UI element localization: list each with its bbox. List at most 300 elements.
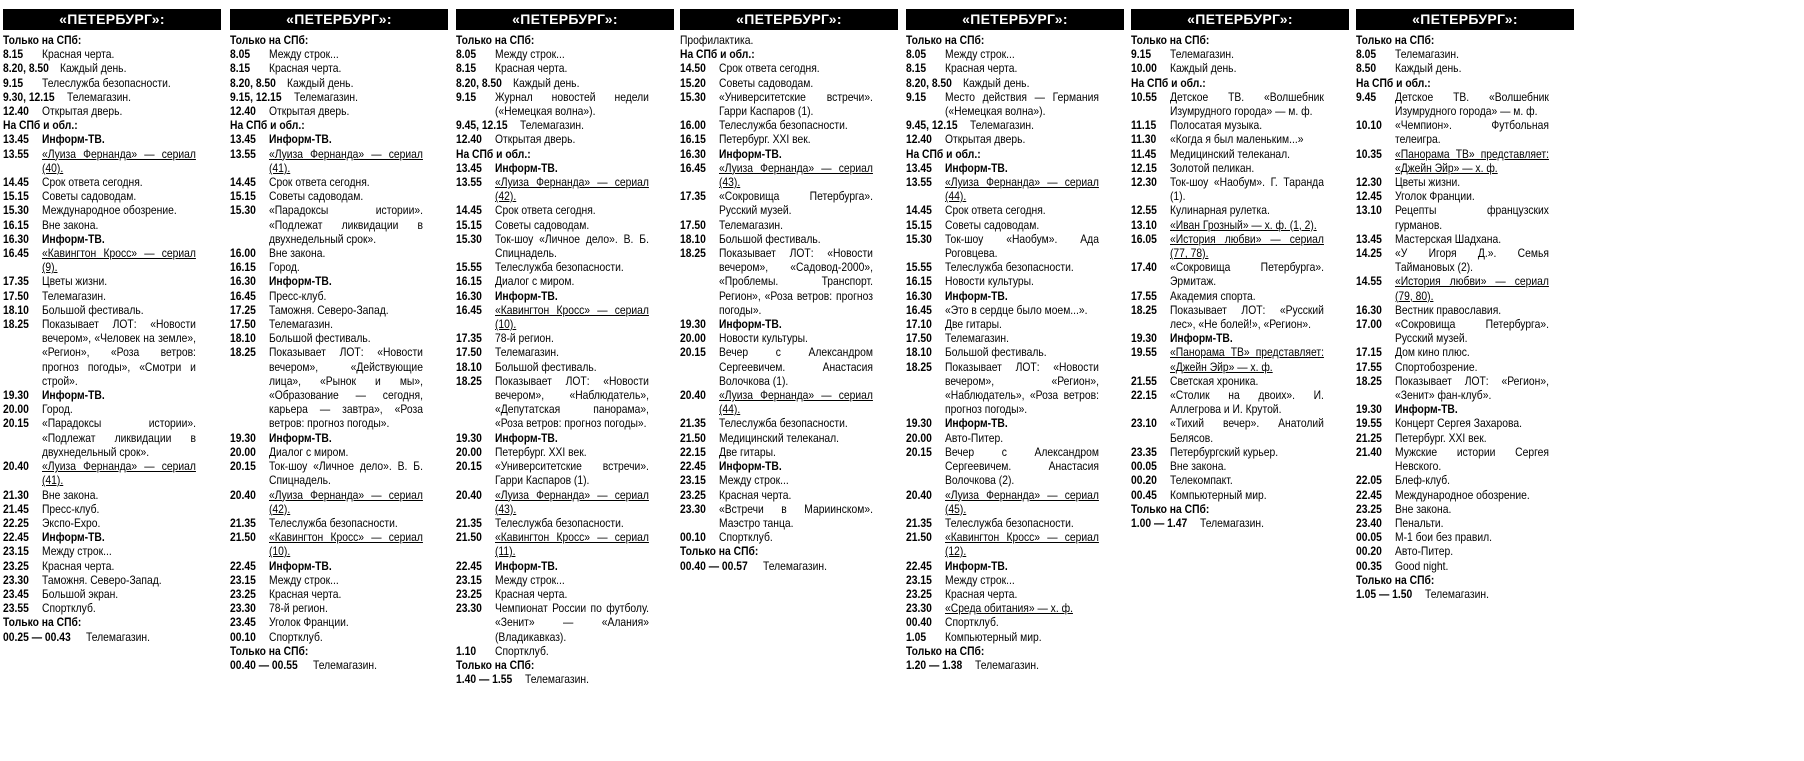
program-time: 22.45 [456, 558, 482, 573]
program-row [1131, 61, 1349, 75]
program-time: 1.20 — 1.38 [906, 657, 963, 672]
program-title: Показывает ЛОТ: «Новости вечером», «Действующие лица», «Рынок и мы», «Образование — сегодня, карьера — завтра», «Роза ветров: прогноз погоды». [269, 345, 423, 431]
program-title: Петербург. XXI век. [1395, 430, 1487, 445]
program-title: Диалог с миром. [495, 274, 575, 289]
program-row [3, 175, 221, 189]
program-time: 9.45, 12.15 [456, 118, 508, 133]
program-row [230, 104, 448, 118]
program-row [1131, 416, 1349, 444]
program-title: Спортклуб. [42, 601, 96, 616]
program-title: «Иван Грозный» — х. ф. (1, 2). [1170, 217, 1317, 232]
program-time: 1.05 — 1.50 [1356, 586, 1413, 601]
program-row [906, 218, 1124, 232]
program-row [680, 161, 898, 189]
program-row [1356, 61, 1574, 75]
program-row [230, 431, 448, 445]
program-row [1356, 374, 1574, 402]
program-time: 18.25 [230, 345, 256, 360]
program-row [230, 530, 448, 558]
program-row [3, 218, 221, 232]
program-row [1356, 516, 1574, 530]
program-title: Телемагазин. [67, 89, 132, 104]
program-title: Петербургский курьер. [1170, 444, 1279, 459]
program-title: «Панорама ТВ» представляет: «Джейн Эйр» — х. ф. [1395, 146, 1549, 175]
program-title: Петербург. XXI век. [719, 132, 811, 147]
program-row [1356, 530, 1574, 544]
program-title: Большой фестиваль. [269, 331, 371, 346]
program-title: Красная черта. [495, 586, 568, 601]
section-heading: Только на СПб: [1131, 33, 1210, 47]
program-time: 18.25 [680, 246, 706, 261]
program-row [906, 47, 1124, 61]
channel-header: «ПЕТЕРБУРГ»: [3, 9, 221, 30]
program-row [230, 658, 448, 672]
program-row [456, 516, 674, 530]
program-title: М-1 бои без правил. [1395, 530, 1493, 545]
program-row [680, 147, 898, 161]
program-time: 19.30 [3, 388, 29, 403]
program-row [906, 445, 1124, 488]
program-time: 16.05 [1131, 231, 1157, 246]
program-time: 16.00 [230, 246, 256, 261]
program-row [680, 218, 898, 232]
program-title: Вечер с Александром Сергеевичем. Анастасия Волочкова (1). [719, 345, 873, 388]
program-row [680, 246, 898, 317]
program-time: 22.45 [680, 459, 706, 474]
program-title: «Столик на двоих». И. Аллегрова и И. Крутой. [1170, 388, 1324, 417]
program-row [230, 76, 448, 90]
program-row [230, 587, 448, 601]
program-time: 13.45 [906, 160, 932, 175]
section-heading: Только на СПб: [3, 615, 82, 630]
program-title: Телемагазин. [975, 657, 1040, 672]
program-title: «Среда обитания» — х. ф. [945, 601, 1073, 616]
program-title: Телемагазин. [520, 118, 585, 133]
program-time: 23.15 [456, 572, 482, 587]
program-title: Показывает ЛОТ: «Русский лес», «Не болей!», «Регион». [1170, 302, 1324, 332]
program-title: Советы садоводам. [269, 189, 364, 204]
program-title: «Университетские встречи». Гарри Каспаров (1). [719, 89, 873, 119]
program-title: Пенальти. [1395, 515, 1444, 530]
section-heading: Только на СПб: [680, 544, 759, 559]
program-row [230, 246, 448, 260]
program-title: «История любви» — сериал (79, 80). [1395, 274, 1549, 303]
program-time: 20.00 [3, 402, 29, 417]
program-title: Советы садоводам. [945, 217, 1040, 232]
program-row [3, 104, 221, 118]
program-time: 19.30 [906, 416, 932, 431]
program-time: 17.15 [1356, 345, 1382, 360]
program-row [456, 345, 674, 359]
program-row [906, 658, 1124, 672]
program-row [3, 559, 221, 573]
program-time: 17.50 [3, 288, 29, 303]
schedule-note: Профилактика. [680, 33, 754, 47]
program-row [456, 573, 674, 587]
program-row [456, 672, 674, 686]
program-time: 11.30 [1131, 132, 1157, 147]
program-title: Полосатая музыка. [1170, 118, 1263, 133]
channel-header: «ПЕТЕРБУРГ»: [1131, 9, 1349, 30]
program-time: 1.00 — 1.47 [1131, 515, 1188, 530]
program-title: Показывает ЛОТ: «Новости вечером», «Садовод-2000», «Проблемы. Транспорт. Регион», «Роза ветров: прогноз погоды». [719, 246, 873, 317]
program-time: 20.15 [680, 345, 706, 360]
program-title: Красная черта. [945, 61, 1018, 76]
program-time: 23.35 [1131, 444, 1157, 459]
program-time: 13.45 [1356, 231, 1382, 246]
program-row [1131, 175, 1349, 203]
program-time: 22.45 [906, 558, 932, 573]
program-row [680, 445, 898, 459]
program-row [456, 76, 674, 90]
program-time: 1.40 — 1.55 [456, 672, 513, 687]
program-row [1356, 473, 1574, 487]
program-row [1131, 260, 1349, 288]
program-time: 18.25 [456, 373, 482, 388]
program-row [1356, 317, 1574, 345]
program-time: 9.30, 12.15 [3, 89, 55, 104]
program-row [1356, 203, 1574, 231]
program-title: Между строк... [945, 572, 1015, 587]
program-title: «Луиза Фернанда» — сериал (45). [945, 487, 1099, 516]
program-time: 21.50 [680, 430, 706, 445]
program-time: 19.30 [456, 430, 482, 445]
program-title: Телемагазин. [294, 89, 359, 104]
program-title: Красная черта. [269, 586, 342, 601]
program-time: 22.45 [1356, 487, 1382, 502]
program-title: Информ-ТВ. [495, 160, 558, 175]
program-time: 17.25 [230, 302, 256, 317]
program-title: Авто-Питер. [945, 430, 1004, 445]
program-time: 15.30 [906, 231, 932, 246]
program-time: 18.25 [3, 317, 29, 332]
program-title: Чемпионат России по футболу. «Зенит» — «Алания» (Владикавказ). [495, 601, 649, 644]
program-title: Красная черта. [42, 558, 115, 573]
program-time: 23.30 [680, 501, 706, 516]
program-row [456, 90, 674, 118]
program-time: 21.55 [1131, 373, 1157, 388]
program-time: 21.50 [456, 530, 482, 545]
program-row [1131, 203, 1349, 217]
program-row [3, 47, 221, 61]
program-title: Пресс-клуб. [269, 288, 327, 303]
program-title: Телемагазин. [312, 657, 377, 672]
program-time: 18.10 [906, 345, 932, 360]
program-time: 00.20 [1131, 473, 1157, 488]
program-row [680, 61, 898, 75]
program-time: 17.55 [1131, 288, 1157, 303]
program-time: 8.15 [3, 47, 24, 62]
program-title: Телеслужба безопасности. [495, 260, 624, 275]
schedule-column [1131, 9, 1349, 757]
schedule-column [3, 9, 221, 757]
program-row [3, 502, 221, 516]
program-row [230, 147, 448, 175]
program-row [230, 488, 448, 516]
program-title: Две гитары. [945, 317, 1002, 332]
program-title: Каждый день. [1395, 61, 1462, 76]
program-title: Телемагазин. [970, 118, 1035, 133]
program-title: Вне закона. [1170, 459, 1227, 474]
program-time: 12.40 [906, 132, 932, 147]
program-time: 10.10 [1356, 118, 1382, 133]
program-time: 00.10 [680, 530, 706, 545]
program-title: Советы садоводам. [495, 217, 590, 232]
program-title: Место действия — Германия («Немецкая волна»). [945, 89, 1099, 119]
program-title: «Встречи в Мариинском». Маэстро танца. [719, 501, 873, 530]
program-row [3, 203, 221, 217]
program-time: 17.50 [230, 317, 256, 332]
program-time: 23.40 [1356, 515, 1382, 530]
section-heading: На СПб и обл.: [680, 47, 755, 62]
program-time: 8.50 [1356, 61, 1377, 76]
program-row [1131, 516, 1349, 530]
program-title: Вне закона. [42, 217, 99, 232]
program-row [456, 587, 674, 601]
program-title: Спортклуб. [269, 629, 323, 644]
program-time: 17.50 [906, 331, 932, 346]
program-row [230, 345, 448, 430]
program-time: 18.10 [230, 331, 256, 346]
program-time: 15.15 [906, 217, 932, 232]
program-title: Телемагазин. [1170, 47, 1234, 62]
program-time: 23.15 [680, 473, 706, 488]
program-row [456, 644, 674, 658]
program-title: Пресс-клуб. [42, 501, 100, 516]
program-title: Телемагазин. [762, 558, 827, 573]
program-title: Большой фестиваль. [495, 359, 597, 374]
program-row [456, 203, 674, 217]
program-time: 21.40 [1356, 444, 1382, 459]
program-time: 15.55 [906, 260, 932, 275]
program-time: 20.15 [3, 416, 29, 431]
program-row [906, 260, 1124, 274]
program-title: Блеф-клуб. [1395, 473, 1451, 488]
program-time: 23.25 [1356, 501, 1382, 516]
program-time: 8.05 [1356, 47, 1377, 62]
program-row [3, 488, 221, 502]
program-time: 18.10 [456, 359, 482, 374]
program-time: 00.40 — 00.57 [680, 558, 748, 573]
program-title: «Парадоксы истории». «Подлежат ликвидации в двухнедельный срок». [42, 416, 196, 459]
program-time: 23.25 [3, 558, 29, 573]
section-heading: На СПб и обл.: [230, 118, 305, 133]
program-title: Вне закона. [269, 246, 326, 261]
program-time: 8.05 [230, 47, 251, 62]
program-row [3, 147, 221, 175]
program-title: «Кавингтон Кросс» — сериал (9). [42, 246, 196, 275]
program-title: Между строк... [945, 47, 1015, 62]
program-row [456, 488, 674, 516]
program-row [3, 76, 221, 90]
program-time: 23.25 [906, 586, 932, 601]
program-time: 14.45 [3, 175, 29, 190]
program-time: 16.45 [230, 288, 256, 303]
program-title: «Луиза Фернанда» — сериал (44). [719, 388, 873, 417]
program-row [3, 289, 221, 303]
program-title: Цветы жизни. [1395, 175, 1461, 190]
program-title: «Чемпион». Футбольная телеигра. [1395, 118, 1549, 147]
program-title: Вестник православия. [1395, 302, 1502, 317]
program-row [230, 331, 448, 345]
program-title: Город. [42, 402, 73, 417]
program-row [3, 274, 221, 288]
program-row [1356, 360, 1574, 374]
section-heading: Только на СПб: [230, 33, 309, 47]
program-time: 16.15 [3, 217, 29, 232]
program-time: 19.30 [680, 317, 706, 332]
program-title: Телеслужба безопасности. [495, 515, 624, 530]
program-time: 14.50 [680, 61, 706, 76]
program-row [3, 459, 221, 487]
program-row [230, 289, 448, 303]
program-title: Телеслужба безопасности. [269, 515, 398, 530]
program-title: Мужские истории Сергея Невского. [1395, 444, 1549, 474]
program-title: Информ-ТВ. [495, 558, 558, 573]
program-row [456, 530, 674, 558]
program-time: 22.25 [3, 515, 29, 530]
program-title: Авто-Питер. [1395, 544, 1454, 559]
program-title: Телеслужба безопасности. [42, 75, 171, 90]
program-title: «История любви» — сериал (77, 78). [1170, 231, 1324, 261]
program-title: Информ-ТВ. [495, 430, 558, 445]
program-title: Концерт Сергея Захарова. [1395, 416, 1522, 431]
program-row [906, 360, 1124, 417]
section-heading: Только на СПб: [906, 643, 985, 658]
program-title: Информ-ТВ. [269, 132, 332, 147]
program-title: Информ-ТВ. [719, 459, 782, 474]
section-heading: На СПб и обл.: [3, 118, 78, 133]
program-time: 8.20, 8.50 [3, 61, 49, 76]
program-title: «Луиза Фернанда» — сериал (42). [269, 487, 423, 516]
channel-header: «ПЕТЕРБУРГ»: [1356, 9, 1574, 30]
program-title: Телеслужба безопасности. [719, 118, 848, 133]
program-title: «Луиза Фернанда» — сериал (44). [945, 175, 1099, 204]
program-time: 17.00 [1356, 317, 1382, 332]
program-row [1131, 90, 1349, 118]
program-row [456, 374, 674, 431]
channel-header: «ПЕТЕРБУРГ»: [680, 9, 898, 30]
program-title: Большой фестиваль. [719, 231, 821, 246]
program-row [230, 47, 448, 61]
program-title: Информ-ТВ. [945, 288, 1008, 303]
program-title: «Когда я был маленьким...» [1170, 132, 1304, 147]
program-time: 16.15 [906, 274, 932, 289]
program-time: 23.45 [230, 615, 256, 630]
program-row [1131, 218, 1349, 232]
program-title: Уголок Франции. [269, 615, 349, 630]
program-row [1356, 416, 1574, 430]
program-row [230, 459, 448, 487]
program-row [230, 189, 448, 203]
program-title: Дом кино плюс. [1395, 345, 1470, 360]
program-time: 8.20, 8.50 [456, 75, 502, 90]
program-time: 19.55 [1356, 416, 1382, 431]
program-title: Журнал новостей недели («Немецкая волна»). [495, 89, 649, 119]
program-row [680, 473, 898, 487]
program-time: 21.50 [906, 530, 932, 545]
program-title: Между строк... [42, 544, 112, 559]
program-time: 21.35 [680, 416, 706, 431]
program-row [3, 516, 221, 530]
program-title: Каждый день. [963, 75, 1030, 90]
program-row [456, 274, 674, 288]
program-time: 13.45 [3, 132, 29, 147]
program-title: Ток-шоу «Наобум». Ада Роговцева. [945, 231, 1099, 261]
program-row [680, 132, 898, 146]
program-row [456, 161, 674, 175]
program-time: 14.55 [1356, 274, 1382, 289]
program-title: Информ-ТВ. [269, 558, 332, 573]
program-title: 78-й регион. [269, 601, 328, 616]
program-title: Срок ответа сегодня. [945, 203, 1046, 218]
program-time: 20.00 [230, 444, 256, 459]
program-row [680, 118, 898, 132]
program-row [1356, 147, 1574, 175]
program-time: 13.10 [1356, 203, 1382, 218]
program-time: 8.15 [906, 61, 927, 76]
program-time: 17.35 [680, 189, 706, 204]
program-time: 9.45 [1356, 89, 1377, 104]
program-row [456, 289, 674, 303]
program-title: «У Игоря Д.». Семья Таймановых (2). [1395, 246, 1549, 275]
program-time: 13.10 [1131, 217, 1157, 232]
program-row [1131, 473, 1349, 487]
program-time: 19.30 [230, 430, 256, 445]
program-row [906, 118, 1124, 132]
program-title: Красная черта. [42, 47, 115, 62]
program-time: 8.05 [456, 47, 477, 62]
channel-header: «ПЕТЕРБУРГ»: [456, 9, 674, 30]
program-row [230, 317, 448, 331]
program-time: 12.40 [230, 104, 256, 119]
program-row [3, 132, 221, 146]
program-row [906, 431, 1124, 445]
program-title: «Кавингтон Кросс» — сериал (11). [495, 530, 649, 559]
program-time: 23.30 [456, 601, 482, 616]
program-time: 15.20 [680, 75, 706, 90]
program-time: 15.30 [456, 231, 482, 246]
program-title: «Луиза Фернанда» — сериал (40). [42, 146, 196, 175]
program-title: «Луиза Фернанда» — сериал (43). [719, 160, 873, 190]
program-title: Вечер с Александром Сергеевичем. Анастасия Волочкова (2). [945, 444, 1099, 488]
program-title: «Кавингтон Кросс» — сериал (10). [495, 302, 649, 332]
program-title: Телемагазин. [85, 629, 150, 644]
program-title: Телемагазин. [945, 331, 1009, 346]
section-heading: Только на СПб: [1356, 33, 1435, 47]
program-title: Уголок Франции. [1395, 189, 1475, 204]
program-time: 16.15 [456, 274, 482, 289]
program-title: Показывает ЛОТ: «Новости вечером», «Наблюдатель», «Депутатская панорама», «Роза ветров: прогноз погоды». [495, 373, 649, 431]
program-title: Детское ТВ. «Волшебник Изумрудного города» — м. ф. [1395, 89, 1549, 119]
program-title: Показывает ЛОТ: «Новости вечером», «Человек на земле», «Регион», «Роза ветров: прогноз погоды», «Смотри и строй». [42, 317, 196, 388]
program-time: 8.20, 8.50 [230, 75, 276, 90]
program-title: Красная черта. [945, 586, 1018, 601]
program-row [1356, 118, 1574, 146]
program-row [1131, 118, 1349, 132]
program-row [456, 61, 674, 75]
program-title: Золотой пеликан. [1170, 160, 1255, 175]
program-row [456, 132, 674, 146]
program-title: Открытая дверь. [495, 132, 576, 147]
section-heading: На СПб и обл.: [1356, 75, 1431, 90]
program-time: 20.00 [456, 444, 482, 459]
program-title: «Это в сердце было моем...». [945, 302, 1088, 317]
program-row [680, 431, 898, 445]
section-heading: Только на СПб: [456, 657, 535, 672]
program-row [906, 559, 1124, 573]
program-time: 21.35 [456, 515, 482, 530]
